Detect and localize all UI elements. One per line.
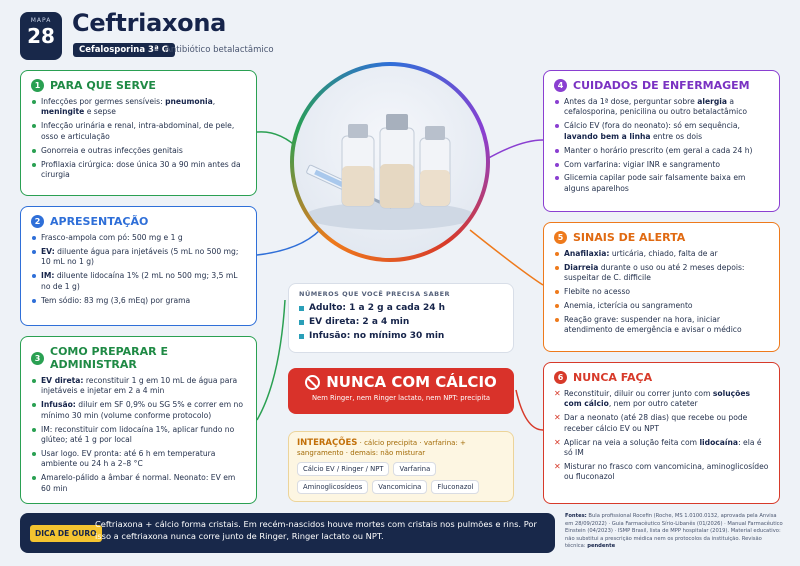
card-title: NUNCA FAÇA [573,371,653,384]
interaction-tag: Varfarina [393,462,436,476]
list-item: Glicemia capilar pode sair falsamente baixa em alguns aparelhos [554,173,769,194]
list-item: Gonorreia e outras infecções genitais [31,146,246,156]
card-title: PARA QUE SERVE [50,79,156,92]
interaction-tag: Fluconazol [431,480,479,494]
class-badge: Cefalosporina 3ª G [73,43,175,57]
card-nunca-faca [543,362,780,504]
card-apresentacao [20,206,257,326]
list-item: Anafilaxia: urticária, chiado, falta de ar [554,249,769,259]
vials-photo [290,62,490,262]
key-number-line: EV direta: 2 a 4 min [299,317,503,327]
list-item: ✕ Aplicar na veia a solução feita com lidocaína: ela é só IM [554,438,769,459]
list-item: Reação grave: suspender na hora, iniciar atendimento de emergência e avisar o médico [554,315,769,336]
list-item: EV: diluente água para injetáveis (5 mL no 500 mg; 10 mL no 1 g) [31,247,246,268]
card-number: 6 [554,371,567,384]
list-item: Amarelo-pálido a âmbar é normal. Neonato: EV em 60 min [31,473,246,494]
list-item: Anemia, icterícia ou sangramento [554,301,769,311]
card-number: 1 [31,79,44,92]
list-item: Manter o horário prescrito (em geral a cada 24 h) [554,146,769,156]
card-number: 2 [31,215,44,228]
list-item: Tem sódio: 83 mg (3,6 mEq) por grama [31,296,246,306]
interaction-tag: Vancomicina [372,480,427,494]
map-badge [20,12,62,60]
key-number-line: Adulto: 1 a 2 g a cada 24 h [299,303,503,313]
card-title: COMO PREPARAR E ADMINISTRAR [50,345,168,371]
calcium-alert-banner [288,368,514,414]
card-como-preparar [20,336,257,504]
map-label: MAPA [30,17,52,24]
interaction-tag: Aminoglicosídeos [297,480,368,494]
list-item: ✕ Reconstituir, diluir ou correr junto com soluções com cálcio, nem por outro cateter [554,389,769,410]
key-numbers-box [288,283,514,353]
interactions-box [288,431,514,502]
bullet-square-icon [299,334,304,339]
list-item: ✕ Dar a neonato (até 28 dias) que recebe ou pode receber cálcio EV ou NPT [554,413,769,434]
card-number: 3 [31,352,44,365]
list-item: Com varfarina: vigiar INR e sangramento [554,160,769,170]
list-item: Antes da 1ª dose, perguntar sobre alergia a cefalosporina, penicilina ou outro betalactâmico [554,97,769,118]
prohibited-icon [305,375,320,390]
gold-tip-label: DICA DE OURO [30,525,102,542]
card-sinais-alerta [543,222,780,352]
list-item: Usar logo. EV pronta: até 6 h em temperatura ambiente ou 24 h a 2–8 °C [31,449,246,470]
key-number-line: Infusão: no mínimo 30 min [299,331,503,341]
list-item: Infecção urinária e renal, intra-abdominal, de pele, osso e articulação [31,121,246,142]
card-title: APRESENTAÇÃO [50,215,149,228]
list-item: Frasco-ampola com pó: 500 mg e 1 g [31,233,246,243]
list-item: ✕ Misturar no frasco com vancomicina, aminoglicosídeo ou fluconazol [554,462,769,483]
subclass-label: Antibiótico betalactâmico [165,45,274,55]
calcium-alert-title: NUNCA COM CÁLCIO [326,373,497,391]
card-cuidados-enfermagem [543,70,780,212]
list-item: Infecções por germes sensíveis: pneumonia, meningite e sepse [31,97,246,118]
page-title: Ceftriaxona [72,9,227,37]
card-number: 5 [554,231,567,244]
list-item: IM: diluente lidocaína 1% (2 mL no 500 mg; 3,5 mL no de 1 g) [31,271,246,292]
list-item: EV direta: reconstituir 1 g em 10 mL de água para injetáveis e injetar em 2 a 4 min [31,376,246,397]
map-number: 28 [27,24,55,48]
list-item: Diarreia durante o uso ou até 2 meses depois: suspeitar de C. difficile [554,263,769,284]
card-number: 4 [554,79,567,92]
list-item: Infusão: diluir em SF 0,9% ou SG 5% e correr em no mínimo 30 min (volume conforme protocolo) [31,400,246,421]
calcium-alert-subtitle: Nem Ringer, nem Ringer lactato, nem NPT: precipita [311,394,491,402]
list-item: IM: reconstituir com lidocaína 1%, aplicar fundo no glúteo; até 1 g por local [31,425,246,446]
interactions-heading: INTERAÇÕES · cálcio precipita · varfarina: + sangramento · demais: não misturar [297,438,466,457]
bullet-square-icon [299,320,304,325]
card-title: SINAIS DE ALERTA [573,231,686,244]
sources-note: Fontes: Bula profissional Rocefin (Roche, MS 1.0100.0132, aprovada pela Anvisa em 28/09/2022) · Guia Farmacêutico Sírio-Libanês (01/2026) · Manual Farmacêutico Einstein (04/2023) · ISMP Brasil, lista de MPP hospitalar (2019). Material educativo: não substitui a prescrição médica nem os protocolos da instituição. Revisão técnica: pendente [565,513,783,550]
card-title: CUIDADOS DE ENFERMAGEM [573,79,750,92]
list-item: Flebite no acesso [554,287,769,297]
bullet-square-icon [299,306,304,311]
key-numbers-title: NÚMEROS QUE VOCÊ PRECISA SABER [299,290,451,298]
list-item: Profilaxia cirúrgica: dose única 30 a 90 min antes da cirurgia [31,160,246,181]
gold-tip-text: Ceftriaxona + cálcio forma cristais. Em recém-nascidos houve mortes com cristais nos pulmões e rins. Por isso a ceftriaxona nunca corre junto de Ringer, Ringer lactato ou NPT. [95,519,537,541]
card-para-que-serve [20,70,257,196]
list-item: Cálcio EV (fora do neonato): só em sequência, lavando bem a linha entre os dois [554,121,769,142]
interaction-tag: Cálcio EV / Ringer / NPT [297,462,389,476]
